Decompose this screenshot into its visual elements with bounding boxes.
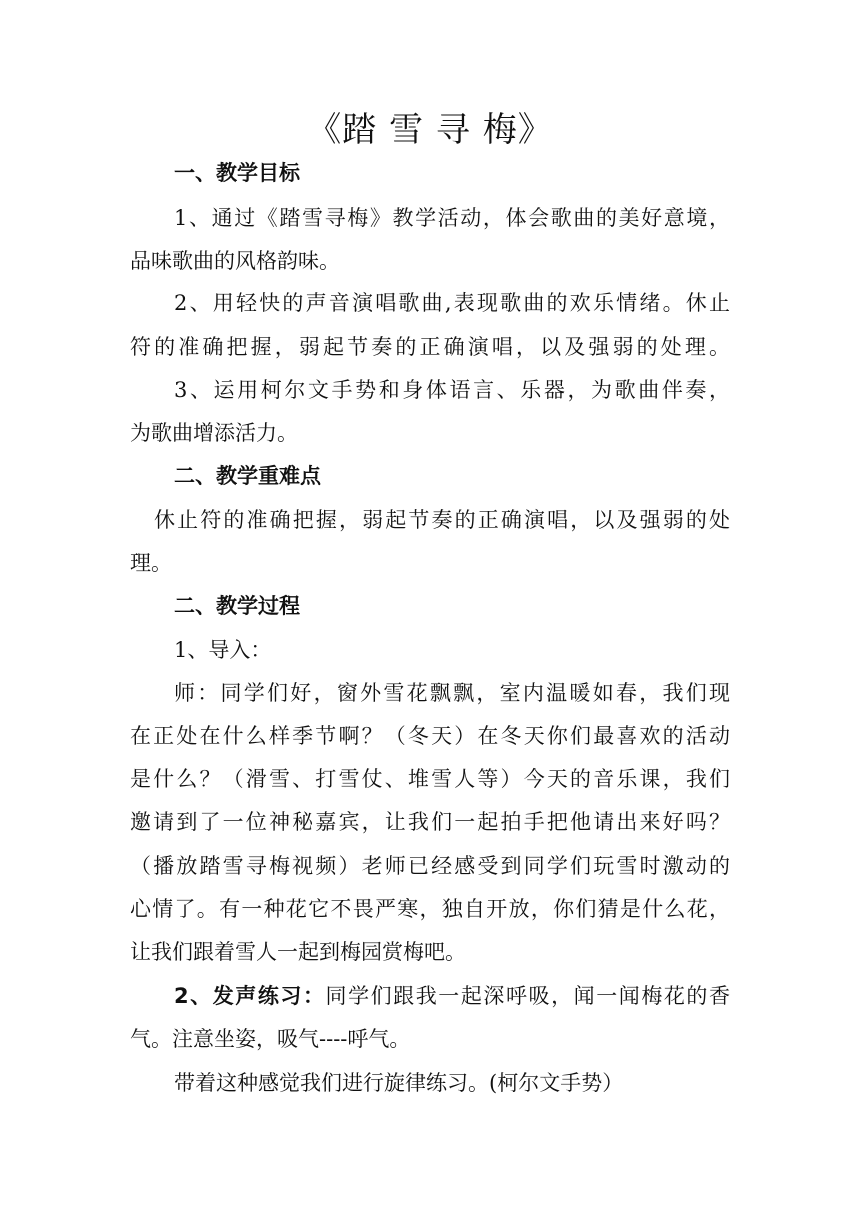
goal-1-line-2: 品味歌曲的风格韵味。: [130, 249, 340, 273]
intro-line-3: 是什么？（滑雪、打雪仗、堆雪人等）今天的音乐课，我们: [130, 767, 730, 791]
heading-teaching-process: 二、教学过程: [174, 594, 300, 618]
vocal-line-2: 气。注意坐姿，吸气----呼气。: [130, 1027, 411, 1051]
intro-line-6: 心情了。有一种花它不畏严寒，独自开放，你们猜是什么花，: [130, 897, 730, 921]
intro-heading: 1、导入：: [174, 638, 272, 662]
intro-line-5: （播放踏雪寻梅视频）老师已经感受到同学们玩雪时激动的: [130, 854, 730, 878]
vocal-text: 同学们跟我一起深呼吸，闻一闻梅花的香: [325, 984, 730, 1008]
vocal-exercise-label: 2、发声练习：: [174, 984, 326, 1008]
intro-line-4: 邀请到了一位神秘嘉宾，让我们一起拍手把他请出来好吗？: [130, 810, 730, 834]
goal-2-line-1: 2、用轻快的声音演唱歌曲,表现歌曲的欢乐情绪。休止: [174, 291, 730, 315]
melody-practice-line: 带着这种感觉我们进行旋律练习。(柯尔文手势）: [174, 1071, 624, 1095]
heading-teaching-goals: 一、教学目标: [174, 161, 300, 185]
heading-key-points: 二、教学重难点: [174, 464, 321, 488]
goal-3-line-2: 为歌曲增添活力。: [130, 421, 298, 445]
intro-line-2: 在正处在什么样季节啊？（冬天）在冬天你们最喜欢的活动: [130, 724, 730, 748]
goal-2-line-2: 符的准确把握，弱起节奏的正确演唱，以及强弱的处理。: [130, 335, 730, 359]
vocal-line-1: [174, 975, 730, 1017]
document-title: 《踏 雪 寻 梅》: [307, 110, 553, 150]
goal-1-line-1: 1、通过《踏雪寻梅》教学活动，体会歌曲的美好意境，: [174, 206, 730, 230]
intro-line-1: 师：同学们好，窗外雪花飘飘，室内温暖如春，我们现: [174, 681, 730, 705]
intro-line-7: 让我们跟着雪人一起到梅园赏梅吧。: [130, 940, 466, 964]
key-points-line-2: 理。: [130, 551, 172, 575]
goal-3-line-1: 3、运用柯尔文手势和身体语言、乐器，为歌曲伴奏，: [174, 378, 730, 402]
key-points-line-1: 休止符的准确把握，弱起节奏的正确演唱，以及强弱的处: [154, 508, 730, 532]
